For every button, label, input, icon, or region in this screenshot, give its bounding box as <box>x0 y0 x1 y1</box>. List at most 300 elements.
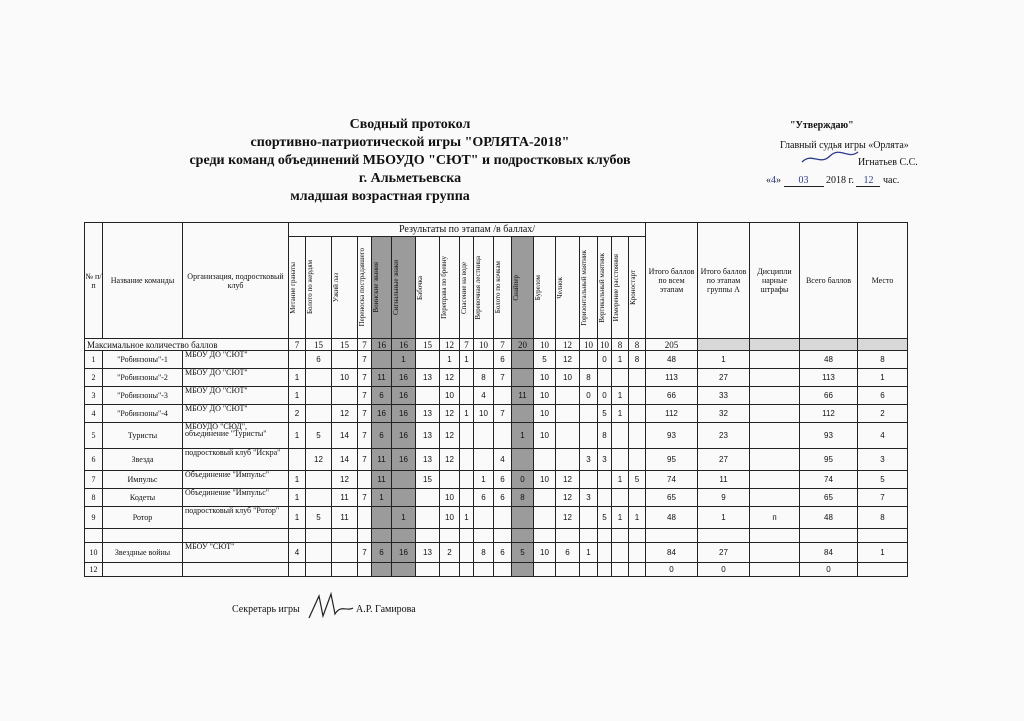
stage-score: 1 <box>474 471 494 489</box>
penalty <box>750 387 800 405</box>
row-num: 2 <box>85 369 103 387</box>
stage-score: 10 <box>534 405 556 423</box>
stage-score <box>416 489 440 507</box>
stage-score: 12 <box>556 507 580 529</box>
table-row <box>85 405 908 423</box>
stage-score <box>534 489 556 507</box>
stage-score <box>580 507 598 529</box>
stage-score: 11 <box>512 387 534 405</box>
stage-score: 8 <box>512 489 534 507</box>
table-row <box>85 449 908 471</box>
stage-score <box>512 351 534 369</box>
team-org: подростковый клуб "Искра" <box>183 449 289 471</box>
approval-date: «4» 03 2018 г. 12 час. <box>766 175 900 186</box>
stage-score: 3 <box>598 449 612 471</box>
team-org <box>183 563 289 577</box>
total-all: 113 <box>646 369 698 387</box>
row-num: 4 <box>85 405 103 423</box>
team-name <box>103 563 183 577</box>
place: 7 <box>858 489 908 507</box>
row-num: 6 <box>85 449 103 471</box>
total-a: 27 <box>698 543 750 563</box>
stage-score <box>612 489 629 507</box>
max-score-cell: 7 <box>460 339 474 351</box>
stage-score: 15 <box>416 471 440 489</box>
stage-header <box>612 237 629 339</box>
total-a: 27 <box>698 449 750 471</box>
stage-score: 6 <box>556 543 580 563</box>
stage-score: 1 <box>289 489 306 507</box>
stage-score <box>580 471 598 489</box>
date-hour: 12 <box>856 175 880 187</box>
penalty <box>750 351 800 369</box>
place: 4 <box>858 423 908 449</box>
stage-score: 10 <box>474 405 494 423</box>
total-a: 23 <box>698 423 750 449</box>
place <box>858 563 908 577</box>
stage-score: 10 <box>332 369 358 387</box>
stage-score: 1 <box>612 471 629 489</box>
stage-score <box>289 563 306 577</box>
team-name: Звездные войны <box>103 543 183 563</box>
stage-score <box>306 369 332 387</box>
stage-score: 6 <box>372 423 392 449</box>
stage-score <box>460 387 474 405</box>
stage-score: 12 <box>440 423 460 449</box>
stage-header <box>494 237 512 339</box>
stage-score: 6 <box>474 489 494 507</box>
row-num: 3 <box>85 387 103 405</box>
stage-score <box>629 369 646 387</box>
stage-score <box>580 351 598 369</box>
stage-score <box>460 423 474 449</box>
place: 8 <box>858 351 908 369</box>
stage-score: 1 <box>612 387 629 405</box>
header-results: Результаты по этапам /в баллах/ <box>289 223 646 237</box>
stage-score <box>416 563 440 577</box>
stage-score <box>392 563 416 577</box>
stage-score <box>629 405 646 423</box>
stage-score: 6 <box>494 471 512 489</box>
max-score-cell: 20 <box>512 339 534 351</box>
max-score-cell: 8 <box>612 339 629 351</box>
stage-score: 0 <box>512 471 534 489</box>
max-empty-cell <box>800 339 858 351</box>
stage-header-label: Узкий лаз <box>332 272 340 303</box>
max-empty-cell <box>858 339 908 351</box>
table-row <box>85 563 908 577</box>
stage-header-label: Веревочная лестница <box>474 255 482 320</box>
stage-header-label: Воинские звания <box>372 262 380 313</box>
max-row-label: Максимальное количество баллов <box>85 339 289 351</box>
stage-score: 16 <box>392 543 416 563</box>
stage-header <box>474 237 494 339</box>
stage-score: 1 <box>289 471 306 489</box>
stage-score <box>416 387 440 405</box>
total-all: 95 <box>646 449 698 471</box>
stage-score: 16 <box>392 423 416 449</box>
stage-score: 8 <box>580 369 598 387</box>
stage-score: 12 <box>332 471 358 489</box>
total-all: 74 <box>646 471 698 489</box>
judge-signature <box>800 148 860 168</box>
team-org: МБОУ ДО "СЮТ" <box>183 351 289 369</box>
total-a: 11 <box>698 471 750 489</box>
total-all: 66 <box>646 387 698 405</box>
header-org: Организация, подростковый клуб <box>183 223 289 339</box>
stage-score <box>372 563 392 577</box>
stage-score: 5 <box>306 507 332 529</box>
stage-score: 7 <box>358 369 372 387</box>
stage-header-label: Снайпер <box>512 274 520 301</box>
stage-score <box>306 489 332 507</box>
stage-score: 12 <box>306 449 332 471</box>
stage-score: 7 <box>358 543 372 563</box>
stage-header <box>440 237 460 339</box>
stage-score: 1 <box>392 507 416 529</box>
stage-score: 1 <box>629 507 646 529</box>
header-num: № п/п <box>85 223 103 339</box>
stage-score <box>416 507 440 529</box>
stage-score <box>460 489 474 507</box>
stage-score <box>580 423 598 449</box>
total-all: 65 <box>646 489 698 507</box>
stage-score <box>534 507 556 529</box>
penalty <box>750 489 800 507</box>
stage-score <box>556 423 580 449</box>
stage-score <box>332 387 358 405</box>
place: 1 <box>858 543 908 563</box>
total-all: 112 <box>646 405 698 423</box>
header-total-a: Итого баллов по этапам группы А <box>698 223 750 339</box>
stage-score: 12 <box>440 449 460 471</box>
total-a: 9 <box>698 489 750 507</box>
stage-header <box>598 237 612 339</box>
grand-total: 65 <box>800 489 858 507</box>
stage-score: 12 <box>556 471 580 489</box>
stage-score <box>556 563 580 577</box>
stage-score <box>494 507 512 529</box>
team-name: "Робинзоны"-4 <box>103 405 183 423</box>
place: 1 <box>858 369 908 387</box>
stage-score: 6 <box>306 351 332 369</box>
stage-score <box>306 405 332 423</box>
row-num: 12 <box>85 563 103 577</box>
stage-score <box>306 471 332 489</box>
date-day: 4 <box>771 175 776 186</box>
team-org: МБОУ ДО "СЮТ" <box>183 387 289 405</box>
grand-total: 48 <box>800 507 858 529</box>
total-all: 48 <box>646 351 698 369</box>
team-org: МБОУ ДО "СЮТ" <box>183 405 289 423</box>
stage-score <box>598 543 612 563</box>
stage-score <box>598 369 612 387</box>
stage-score <box>598 563 612 577</box>
stage-score: 12 <box>440 405 460 423</box>
stage-score: 11 <box>372 369 392 387</box>
team-org: Объединение "Импульс" <box>183 471 289 489</box>
total-a: 0 <box>698 563 750 577</box>
stage-score: 10 <box>534 543 556 563</box>
stage-score: 11 <box>332 489 358 507</box>
stage-score <box>392 471 416 489</box>
stage-score: 10 <box>534 423 556 449</box>
penalty <box>750 423 800 449</box>
max-empty-cell <box>750 339 800 351</box>
stage-score <box>372 507 392 529</box>
stage-header <box>289 237 306 339</box>
header-place: Место <box>858 223 908 339</box>
stage-score <box>494 423 512 449</box>
stage-score <box>612 563 629 577</box>
stage-score <box>598 471 612 489</box>
stage-score: 7 <box>358 449 372 471</box>
stage-score <box>580 405 598 423</box>
stage-header <box>629 237 646 339</box>
grand-total: 93 <box>800 423 858 449</box>
penalty: п <box>750 507 800 529</box>
header-total-all: Итого баллов по всем этапам <box>646 223 698 339</box>
max-score-cell: 7 <box>289 339 306 351</box>
stage-score: 5 <box>534 351 556 369</box>
stage-header-label: Спасение на воде <box>460 261 468 314</box>
stage-score: 12 <box>440 369 460 387</box>
penalty <box>750 543 800 563</box>
stage-header <box>416 237 440 339</box>
max-score-cell: 12 <box>440 339 460 351</box>
stage-score: 8 <box>474 543 494 563</box>
stage-score <box>460 563 474 577</box>
stage-score <box>460 449 474 471</box>
stage-score <box>372 351 392 369</box>
stage-header-label: Болото по кочкам <box>494 261 502 314</box>
stage-score: 5 <box>629 471 646 489</box>
max-score-cell: 15 <box>416 339 440 351</box>
stage-header <box>372 237 392 339</box>
team-org: МБОУДО "СЮД", объединение "Туристы" <box>183 423 289 449</box>
stage-score <box>358 563 372 577</box>
stage-score <box>512 405 534 423</box>
stage-header-label: Сигнальные знаки <box>392 260 400 315</box>
stage-score: 1 <box>289 507 306 529</box>
stage-score: 1 <box>392 351 416 369</box>
stage-score: 1 <box>460 405 474 423</box>
stage-score: 16 <box>392 387 416 405</box>
stage-header-label: Челнок <box>556 276 564 299</box>
stage-score: 0 <box>598 351 612 369</box>
stage-score: 11 <box>372 471 392 489</box>
stage-score <box>358 507 372 529</box>
stage-score: 1 <box>372 489 392 507</box>
team-name: Туристы <box>103 423 183 449</box>
row-num: 5 <box>85 423 103 449</box>
stage-score: 1 <box>289 423 306 449</box>
stage-score: 4 <box>289 543 306 563</box>
team-name: Ротор <box>103 507 183 529</box>
stage-score: 3 <box>580 489 598 507</box>
header-grand-total: Всего баллов <box>800 223 858 339</box>
approval-name: Игнатьев С.С. <box>858 157 918 168</box>
stage-header <box>392 237 416 339</box>
stage-score: 10 <box>440 507 460 529</box>
stage-score <box>474 351 494 369</box>
stage-score <box>332 351 358 369</box>
title-line-4: г. Альметьевска <box>358 171 462 186</box>
row-num: 9 <box>85 507 103 529</box>
stage-score <box>494 387 512 405</box>
stage-score <box>629 543 646 563</box>
stage-score: 4 <box>494 449 512 471</box>
stage-score: 0 <box>598 387 612 405</box>
total-a: 1 <box>698 507 750 529</box>
header-penalty: Дисципли нарные штрафы <box>750 223 800 339</box>
grand-total: 74 <box>800 471 858 489</box>
grand-total: 48 <box>800 351 858 369</box>
stage-score <box>512 507 534 529</box>
grand-total: 113 <box>800 369 858 387</box>
title-line-3: среди команд объединений МБОУДО "СЮТ" и подростковых клубов <box>189 153 631 168</box>
team-name: "Робинзоны"-2 <box>103 369 183 387</box>
approval-position: Главный судья игры «Орлята» <box>780 140 909 151</box>
stage-score <box>416 351 440 369</box>
stage-score: 13 <box>416 423 440 449</box>
stage-score <box>512 449 534 471</box>
stage-score: 12 <box>332 405 358 423</box>
stage-score <box>534 563 556 577</box>
stage-score <box>474 449 494 471</box>
stage-score: 10 <box>534 369 556 387</box>
max-total-cell: 205 <box>646 339 698 351</box>
penalty <box>750 405 800 423</box>
team-org: МБОУ "СЮТ" <box>183 543 289 563</box>
max-score-cell: 10 <box>598 339 612 351</box>
secretary-signature <box>305 590 355 624</box>
stage-header-label: Кроностарт <box>629 270 637 305</box>
place: 5 <box>858 471 908 489</box>
stage-score: 2 <box>289 405 306 423</box>
place: 8 <box>858 507 908 529</box>
max-score-cell: 8 <box>629 339 646 351</box>
stage-score: 6 <box>372 387 392 405</box>
grand-total: 0 <box>800 563 858 577</box>
table-row <box>85 387 908 405</box>
stage-header-label: Бабочка <box>416 275 424 300</box>
stage-score <box>332 563 358 577</box>
stage-score <box>612 369 629 387</box>
title-line-5: младшая возрастная группа <box>290 189 470 204</box>
stage-score <box>598 489 612 507</box>
max-score-cell: 10 <box>474 339 494 351</box>
date-year: 2018 г. <box>826 175 854 186</box>
secretary-label: Секретарь игры <box>232 604 300 615</box>
stage-score: 1 <box>460 507 474 529</box>
stage-score <box>460 543 474 563</box>
stage-header <box>534 237 556 339</box>
stage-score <box>440 471 460 489</box>
team-name: Импульс <box>103 471 183 489</box>
stage-score: 12 <box>556 351 580 369</box>
stage-score: 7 <box>494 369 512 387</box>
grand-total: 84 <box>800 543 858 563</box>
penalty <box>750 563 800 577</box>
stage-score: 16 <box>392 449 416 471</box>
stage-header <box>460 237 474 339</box>
stage-header-label: Метание гранаты <box>289 261 297 314</box>
place: 2 <box>858 405 908 423</box>
row-num: 10 <box>85 543 103 563</box>
stage-score: 10 <box>440 489 460 507</box>
stage-score <box>306 563 332 577</box>
max-score-cell: 7 <box>494 339 512 351</box>
stage-score <box>580 563 598 577</box>
stage-score: 13 <box>416 369 440 387</box>
max-score-cell: 15 <box>332 339 358 351</box>
stage-header-label: Бурелом <box>534 274 542 301</box>
stage-score <box>306 543 332 563</box>
table-row <box>85 489 908 507</box>
max-score-cell: 16 <box>392 339 416 351</box>
team-org: Объединение "Импульс" <box>183 489 289 507</box>
stage-score: 1 <box>512 423 534 449</box>
row-num: 1 <box>85 351 103 369</box>
place: 3 <box>858 449 908 471</box>
total-all: 93 <box>646 423 698 449</box>
stage-score <box>289 351 306 369</box>
stage-score: 11 <box>332 507 358 529</box>
stage-score: 5 <box>598 507 612 529</box>
team-name: Звезда <box>103 449 183 471</box>
row-num: 8 <box>85 489 103 507</box>
stage-score: 6 <box>494 351 512 369</box>
stage-score: 1 <box>460 351 474 369</box>
stage-score <box>612 543 629 563</box>
team-org: МБОУ ДО "СЮТ" <box>183 369 289 387</box>
stage-score: 5 <box>512 543 534 563</box>
max-score-cell: 7 <box>358 339 372 351</box>
stage-header-label: Вертикальный маятник <box>598 252 606 323</box>
stage-header-label: Переправа по бревну <box>440 256 448 319</box>
stage-score: 7 <box>358 405 372 423</box>
max-score-cell: 10 <box>534 339 556 351</box>
stage-score <box>629 423 646 449</box>
table-row <box>85 423 908 449</box>
secretary-name: А.Р. Гамирова <box>356 604 416 615</box>
stage-score <box>474 507 494 529</box>
stage-score <box>358 471 372 489</box>
max-score-cell: 16 <box>372 339 392 351</box>
stage-score <box>332 543 358 563</box>
stage-score: 11 <box>372 449 392 471</box>
stage-header-label: Измерение расстояния <box>612 253 620 322</box>
stage-header <box>512 237 534 339</box>
stage-score: 7 <box>358 489 372 507</box>
stage-header-label: Болото по жердям <box>306 260 314 315</box>
stage-score <box>440 563 460 577</box>
stage-score: 8 <box>598 423 612 449</box>
title-line-1: Сводный протокол <box>349 117 471 132</box>
stage-score <box>556 387 580 405</box>
stage-score: 8 <box>629 351 646 369</box>
team-org: подростковый клуб "Ротор" <box>183 507 289 529</box>
stage-score: 13 <box>416 405 440 423</box>
stage-header-label: Горизонтальный маятник <box>580 249 588 326</box>
approval-header: "Утверждаю" <box>790 120 854 131</box>
stage-score: 6 <box>372 543 392 563</box>
document-title <box>150 116 670 206</box>
stage-header <box>332 237 358 339</box>
stage-score: 16 <box>372 405 392 423</box>
stage-score: 1 <box>580 543 598 563</box>
